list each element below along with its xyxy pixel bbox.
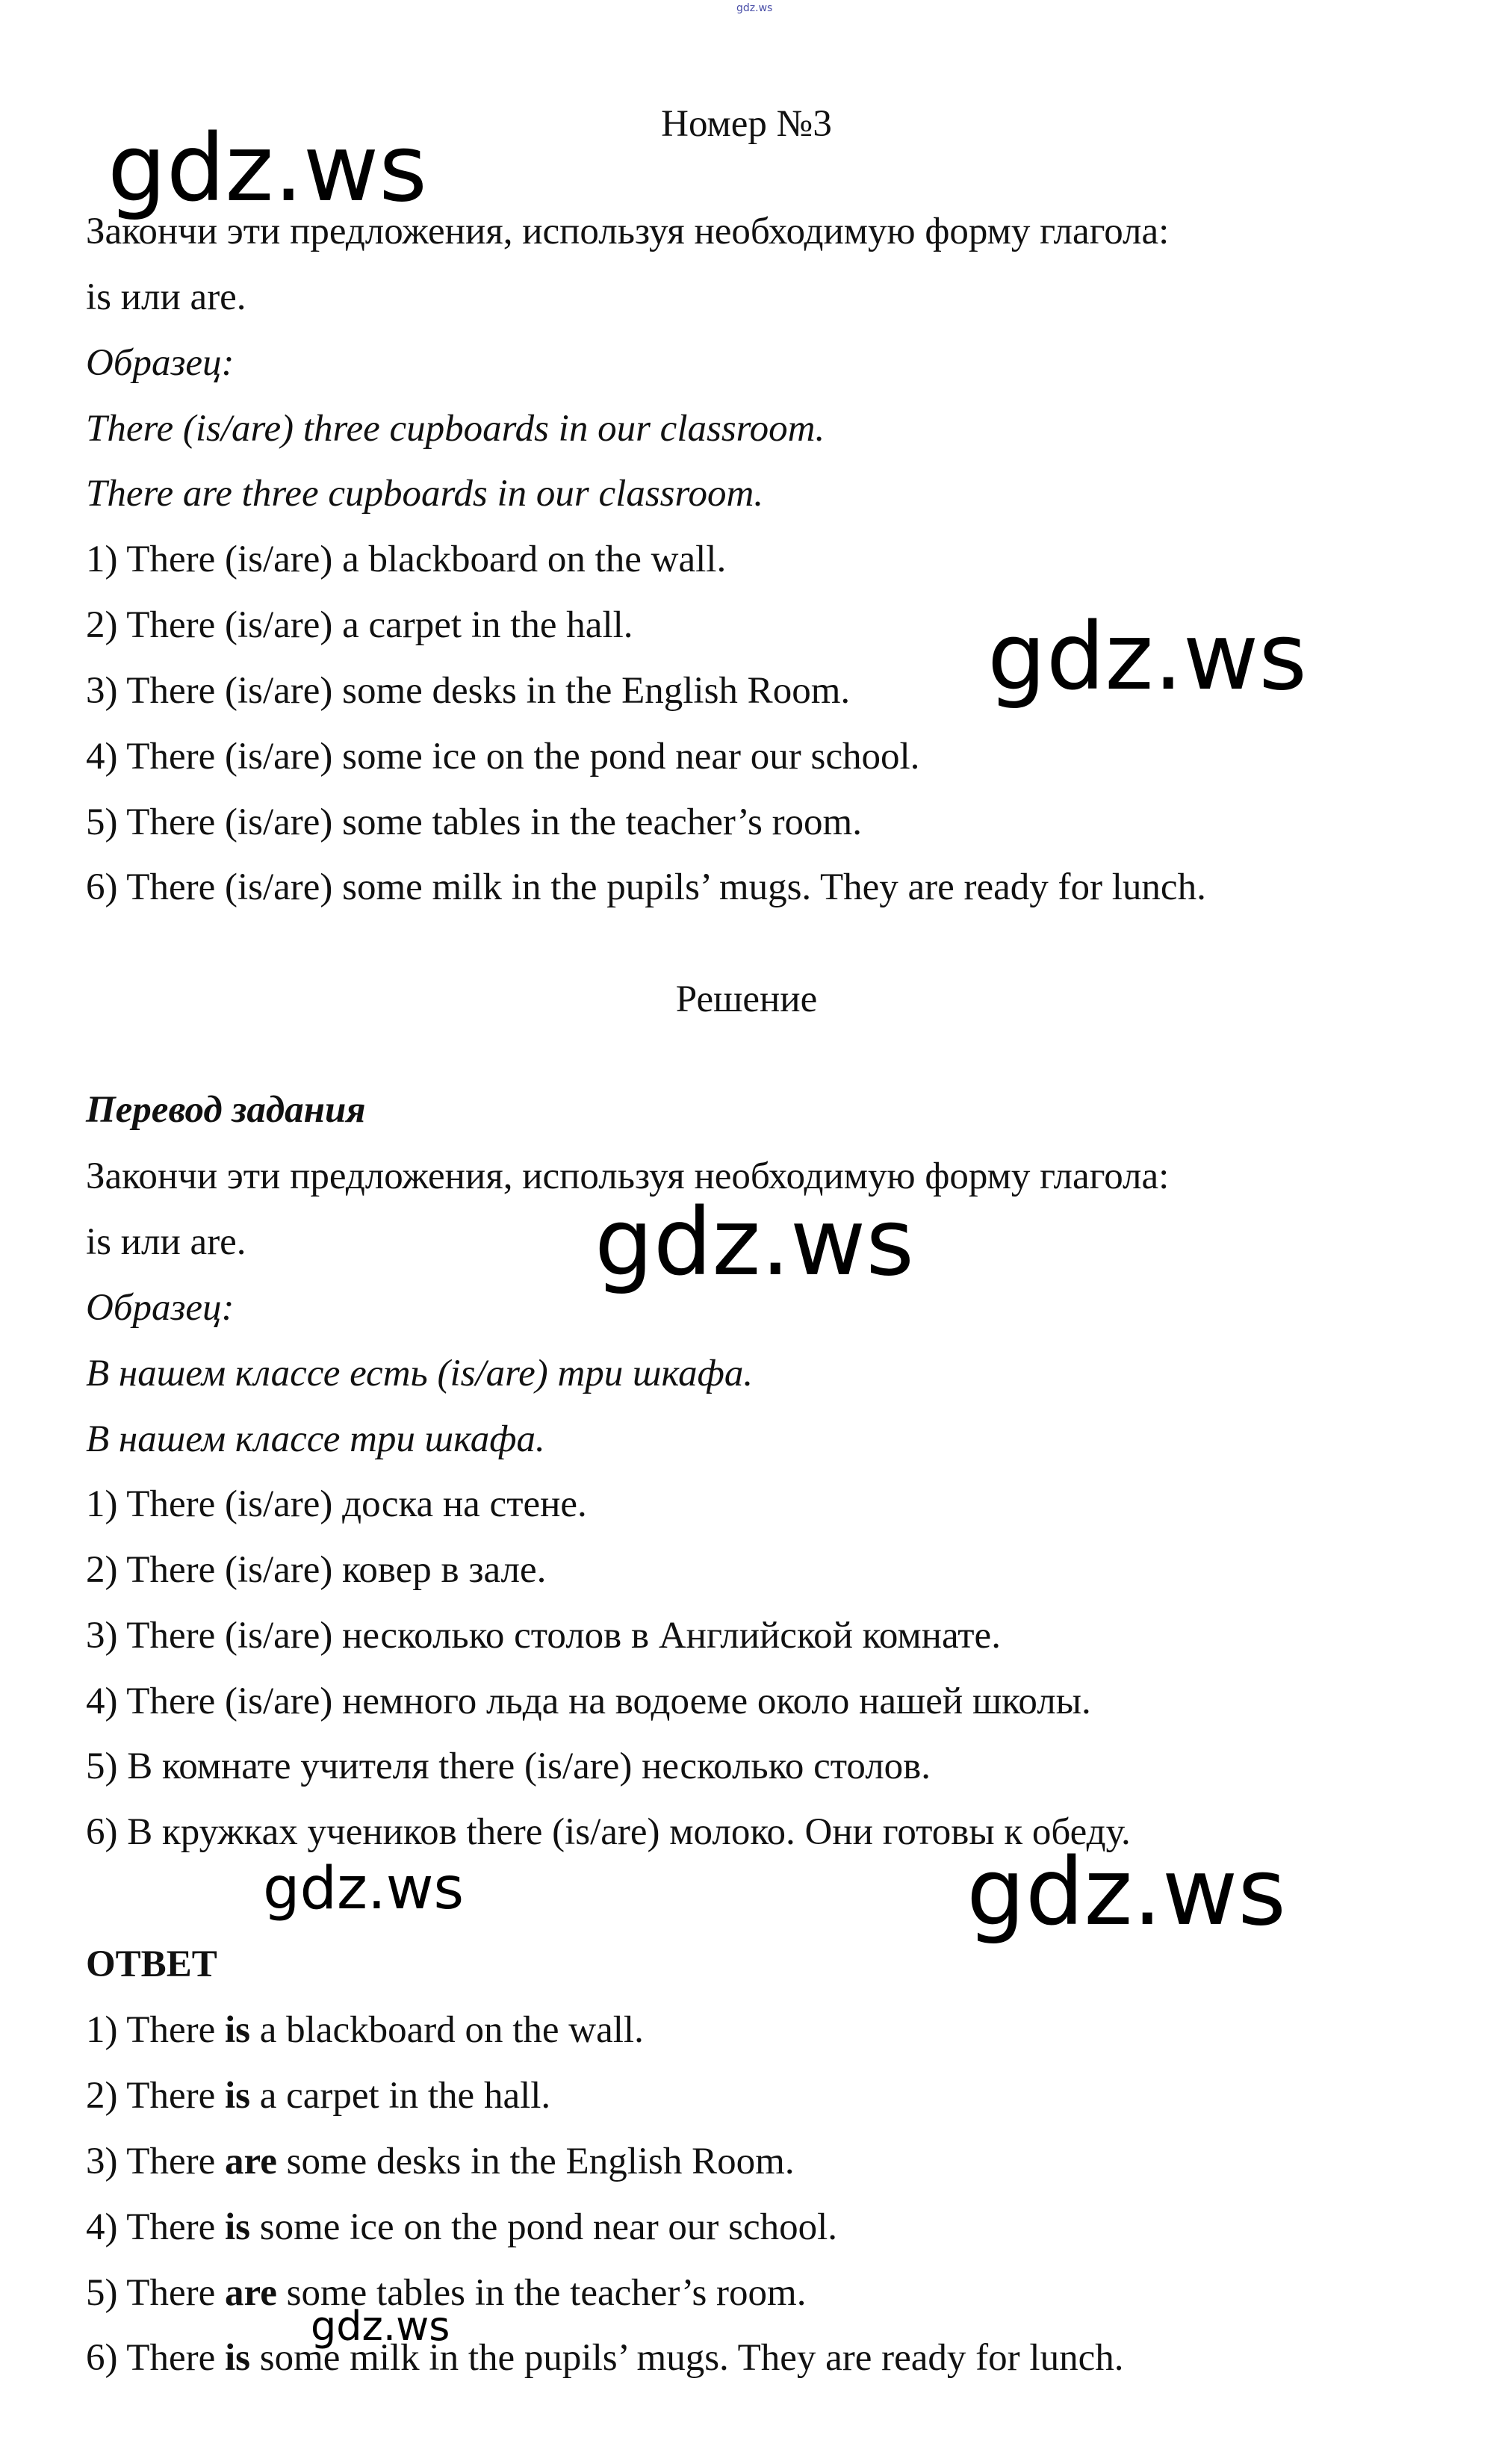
answer-verb: is: [224, 2009, 251, 2051]
answer-item: [86, 2006, 644, 2054]
answer-heading: ОТВЕТ: [86, 1943, 217, 1985]
answer-item: [86, 2334, 1123, 2382]
task-instruction-line1: Закончи эти предложения, используя необходимую форму глагола:: [86, 211, 1170, 252]
translation-item: 6) В кружках учеников there (is/are) молоко. Они готовы к обеду.: [86, 1811, 1131, 1853]
task-example-question: There (is/are) three cupboards in our classroom.: [86, 408, 825, 450]
translation-example-answer: В нашем классе три шкафа.: [86, 1418, 545, 1460]
answer-suffix: some desks in the English Room.: [276, 2141, 795, 2182]
task-item: 6) There (is/are) some milk in the pupils’ mugs. They are ready for lunch.: [86, 866, 1206, 908]
translation-example-label: Образец:: [86, 1287, 235, 1329]
watermark: gdz.ws: [108, 115, 427, 223]
task-item: 2) There (is/are) a carpet in the hall.: [86, 604, 633, 646]
watermark: gdz.ws: [966, 1839, 1286, 1946]
task-item: 5) There (is/are) some tables in the teacher’s room.: [86, 801, 862, 843]
tiny-watermark: gdz.ws: [736, 2, 773, 14]
translation-instruction-line1: Закончи эти предложения, используя необходимую форму глагола:: [86, 1155, 1170, 1197]
translation-item: 4) There (is/are) немного льда на водоеме около нашей школы.: [86, 1681, 1091, 1722]
task-item: 3) There (is/are) some desks in the English Room.: [86, 670, 851, 712]
answer-prefix: 1) There: [86, 2009, 225, 2051]
task-example-label: Образец:: [86, 342, 235, 384]
watermark: gdz.ws: [987, 603, 1307, 711]
answer-prefix: 6) There: [86, 2337, 225, 2379]
answer-suffix: some tables in the teacher’s room.: [276, 2272, 807, 2314]
answer-verb: is: [224, 2075, 251, 2117]
task-example-answer: There are three cupboards in our classroom.: [86, 473, 764, 515]
answer-suffix: a blackboard on the wall.: [250, 2009, 644, 2051]
translation-heading: Перевод задания: [86, 1089, 366, 1131]
answer-suffix: some milk in the pupils’ mugs. They are ready for lunch.: [250, 2337, 1124, 2379]
translation-item: 5) В комнате учителя there (is/are) несколько столов.: [86, 1745, 931, 1787]
watermark: gdz.ws: [595, 1189, 914, 1297]
answer-verb: are: [224, 2141, 277, 2182]
task-item: 1) There (is/are) a blackboard on the wall.: [86, 539, 727, 580]
page-title: Номер №3: [661, 103, 832, 145]
translation-item: 2) There (is/are) ковер в зале.: [86, 1549, 547, 1591]
translation-item: 3) There (is/are) несколько столов в Английской комнате.: [86, 1615, 1001, 1657]
answer-prefix: 3) There: [86, 2141, 225, 2182]
translation-instruction-line2: is или are.: [86, 1221, 246, 1263]
answer-suffix: some ice on the pond near our school.: [250, 2206, 838, 2248]
answer-verb: is: [224, 2206, 251, 2248]
answer-item: [86, 2138, 795, 2185]
answer-suffix: a carpet in the hall.: [250, 2075, 551, 2117]
watermark: gdz.ws: [263, 1855, 465, 1923]
translation-item: 1) There (is/are) доска на стене.: [86, 1483, 587, 1525]
answer-prefix: 2) There: [86, 2075, 225, 2117]
task-instruction-line2: is или are.: [86, 276, 246, 318]
task-item: 4) There (is/are) some ice on the pond near our school.: [86, 736, 920, 778]
answer-verb: are: [224, 2272, 277, 2314]
answer-prefix: 5) There: [86, 2272, 225, 2314]
answer-item: [86, 2203, 837, 2251]
watermark: gdz.ws: [311, 2303, 450, 2350]
answer-verb: is: [224, 2337, 251, 2379]
answer-item: [86, 2072, 550, 2120]
solution-heading: Решение: [675, 978, 818, 1020]
answer-prefix: 4) There: [86, 2206, 225, 2248]
translation-example-question: В нашем классе есть (is/are) три шкафа.: [86, 1353, 754, 1394]
